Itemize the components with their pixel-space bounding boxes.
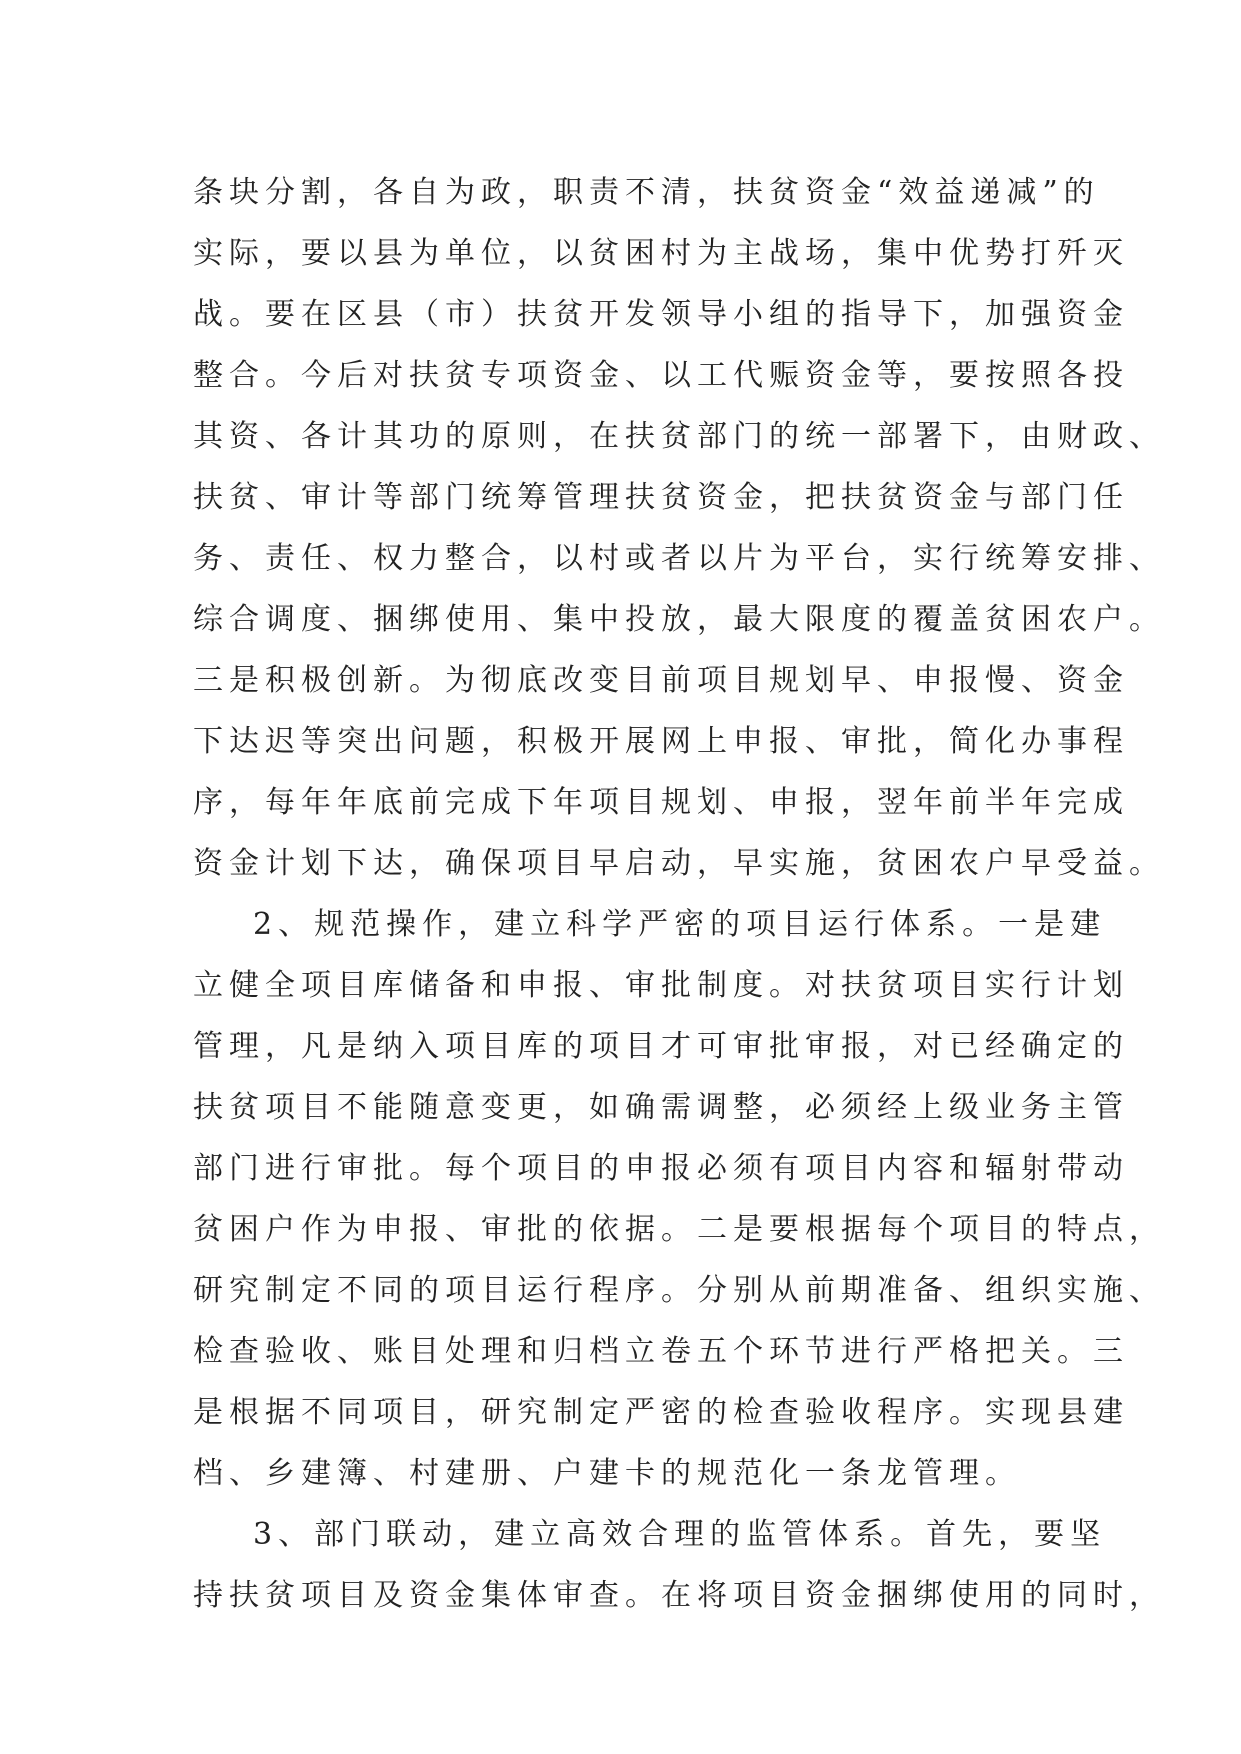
text-line: 综合调度、捆绑使用、集中投放，最大限度的覆盖贫困农户。 [193, 602, 1165, 637]
text-line: 三是积极创新。为彻底改变目前项目规划早、申报慢、资金 [193, 663, 1129, 698]
text-line: 下达迟等突出问题，积极开展网上申报、审批，简化办事程 [193, 724, 1129, 759]
text-line: 持扶贫项目及资金集体审查。在将项目资金捆绑使用的同时， [193, 1578, 1165, 1613]
text-line: 档、乡建簿、村建册、户建卡的规范化一条龙管理。 [193, 1456, 1021, 1491]
text-line: 部门进行审批。每个项目的申报必须有项目内容和辐射带动 [193, 1151, 1129, 1186]
text-line: 实际，要以县为单位，以贫困村为主战场，集中优势打歼灭 [193, 236, 1129, 271]
text-line: 扶贫、审计等部门统筹管理扶贫资金，把扶贫资金与部门任 [193, 480, 1129, 515]
text-line: 扶贫项目不能随意变更，如确需调整，必须经上级业务主管 [193, 1090, 1129, 1125]
text-line: 其资、各计其功的原则，在扶贫部门的统一部署下，由财政、 [193, 419, 1165, 454]
paragraph-start-line: 2、规范操作，建立科学严密的项目运行体系。一是建 [253, 907, 1107, 942]
text-line: 检查验收、账目处理和归档立卷五个环节进行严格把关。三 [193, 1334, 1129, 1369]
text-line: 战。要在区县（市）扶贫开发领导小组的指导下，加强资金 [193, 297, 1129, 332]
text-line: 贫困户作为申报、审批的依据。二是要根据每个项目的特点， [193, 1212, 1165, 1247]
text-line: 整合。今后对扶贫专项资金、以工代赈资金等，要按照各投 [193, 358, 1129, 393]
text-line: 序，每年年底前完成下年项目规划、申报，翌年前半年完成 [193, 785, 1129, 820]
text-line: 资金计划下达，确保项目早启动，早实施，贫困农户早受益。 [193, 846, 1165, 881]
text-line: 是根据不同项目，研究制定严密的检查验收程序。实现县建 [193, 1395, 1129, 1430]
body-text [193, 162, 1165, 1626]
text-line: 管理，凡是纳入项目库的项目才可审批审报，对已经确定的 [193, 1029, 1129, 1064]
text-line: 研究制定不同的项目运行程序。分别从前期准备、组织实施、 [193, 1273, 1165, 1308]
text-line: 条块分割，各自为政，职责不清，扶贫资金“效益递减”的 [193, 175, 1100, 210]
text-line: 立健全项目库储备和申报、审批制度。对扶贫项目实行计划 [193, 968, 1129, 1003]
paragraph-start-line: 3、部门联动，建立高效合理的监管体系。首先，要坚 [253, 1517, 1107, 1552]
text-line: 务、责任、权力整合，以村或者以片为平台，实行统筹安排、 [193, 541, 1165, 576]
